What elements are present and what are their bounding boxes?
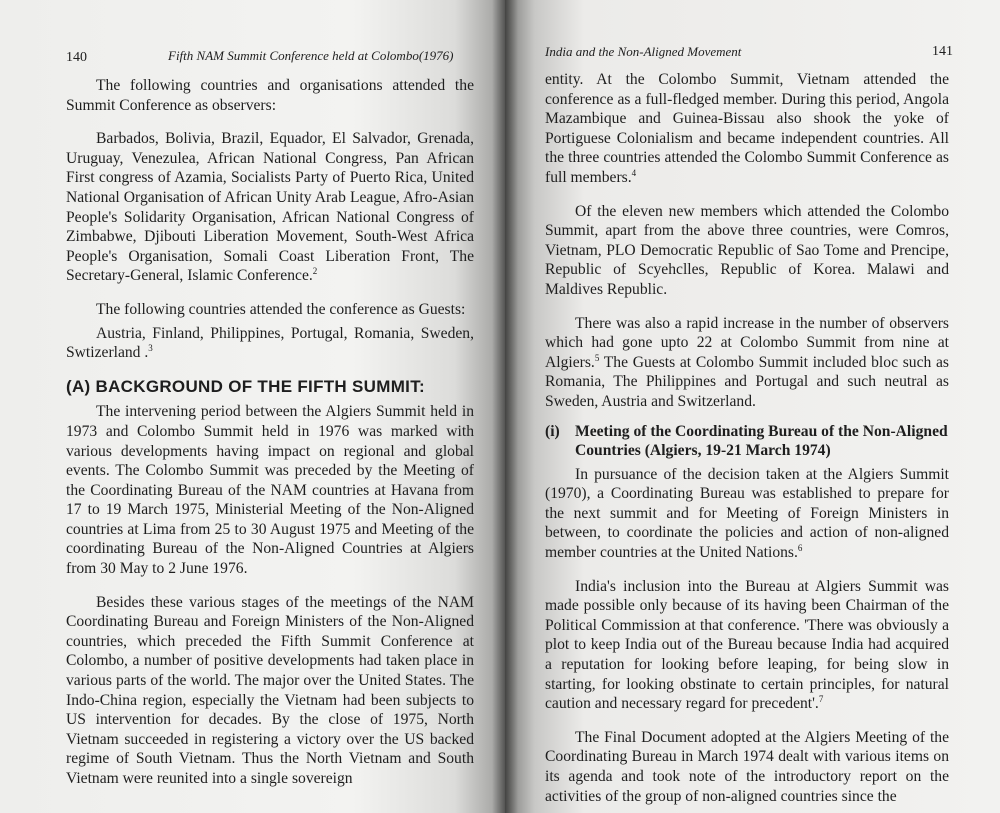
footnote-marker: 7 [818,694,824,705]
right-running-header: India and the Non-Aligned Movement [545,44,742,59]
right-page [505,0,1000,813]
observers-list-paragraph: Barbados, Bolivia, Brazil, Equador, El Salvador, Grenada, Uruguay, Venezulea, African National Congress, Pan African First congress of Azamia, Socialists Party of Puerto Rica, United National Organisation of African Unity Arab League, Afro-Asian People's Solidarity Organisation, African National Congress of Zimbabwe, Djibouti Liberation Movement, South-West Africa People's Organisation, Somali Coast Liberation Front, The Secretary-General, Islamic Conference.$^2$ [66,130,474,285]
guests-list-paragraph: Austria, Finland, Philippines, Portugal, Romania, Sweden, Swtizerland .$^3$ [66,324,474,362]
section-heading-background: (A) BACKGROUND OF THE FIFTH SUMMIT: [66,376,425,396]
right-page-number: 141 [932,44,953,59]
footnote-marker: 2 [312,266,318,277]
right-page-body [545,70,949,806]
guests-intro-paragraph: The following countries attended the conference as Guests: [96,300,466,318]
coordinating-bureau-paragraph: In pursuance of the decision taken at the Algiers Summit (1970), a Coordinating Bureau was established to prepare for the next summit and for Meeting of Foreign Ministers in between, to coordinate the policies and action of non-aligned member countries at the United Nations.$^6$ [545,465,949,562]
observers-increase-paragraph: There was also a rapid increase in the number of observers which had gone upto 22 at Colombo Summit from nine at Algiers.$^5$ The Guests at Colombo Summit included bloc such as Romania, The Philippines and Portugal and such neutral as Sweden, Austria and Switzerland. [545,314,949,410]
left-page-number: 140 [66,50,87,65]
background-paragraph-2: Besides these various stages of the meetings of the NAM Coordinating Bureau and Foreign Ministers of the Non-Aligned countries, which preceded the Fifth Summit Conference at Colombo, a number of positive developments had taken place in various parts of the world. The major over the United States. The Indo-China region, especially the Vietnam had been subjects to US intervention for decades. By the close of 1975, North Vietnam succeeded in registering a victory over the US backed regime of South Vietnam. Thus the North Vietnam and South Vietnam were reunited into a single sovereign [66,593,474,787]
new-members-paragraph: Of the eleven new members which attended the Colombo Summit, apart from the above three countries, were Comros, Vietnam, PLO Democratic Republic of Sao Tome and Prencipe, Republic of Scyehclles, Republic of Korea. Malawi and Maldives Republic. [545,202,949,298]
footnote-marker: 6 [797,542,803,553]
footnote-marker: 5 [594,352,600,363]
footnote-marker: 4 [631,167,637,178]
final-document-paragraph: The Final Document adopted at the Algiers Meeting of the Coordinating Bureau in March 1974 dealt with various items on its agenda and took note of the introductory report on the activities of the group of non-aligned countries since the [545,728,949,805]
left-running-header: Fifth NAM Summit Conference held at Colombo(1976) [168,48,454,63]
india-inclusion-paragraph: India's inclusion into the Bureau at Algiers Summit was made possible only because of its having been Chairman of the Political Commission at that conference. 'There was obviously a plot to keep India out of the Bureau because India had acquired a reputation for looking before leaping, for being slow in starting, for looking obstinate to certain principles, for natural caution and necessary regard for precedent'.$^7$ [545,577,949,713]
background-paragraph-1: The intervening period between the Algiers Summit held in 1973 and Colombo Summit held in 1976 was marked with various developments having impact on regional and global events. The Colombo Summit was preceded by the Meeting of the Coordinating Bureau of the NAM countries at Havana from 17 to 19 March 1975, Ministerial Meeting of the Non-Aligned countries at Lima from 25 to 30 August 1975 and Meeting of the coordinating Bureau of the Non-Aligned Countries at Algiers from 30 May to 2 June 1976. [66,403,474,578]
left-page-body [66,76,474,789]
observers-intro-paragraph: The following countries and organisations attended the Summit Conference as observers: [66,77,474,114]
footnote-marker: 3 [148,342,153,353]
vietnam-membership-paragraph: entity. At the Colombo Summit, Vietnam attended the conference as a full-fledged member. During this period, Angola Mazambique and Guinea-Bissau also shook the yoke of Portiguese Colonialism and became independent countries. All the three countries attended the Colombo Summit Conference as full members.$^4$ [545,71,949,186]
subsection-heading-bureau-meeting: (i) Meeting of the Coordinating Bureau of the Non-Aligned Countries (Algiers, 19-21 March 1974) [545,422,948,460]
